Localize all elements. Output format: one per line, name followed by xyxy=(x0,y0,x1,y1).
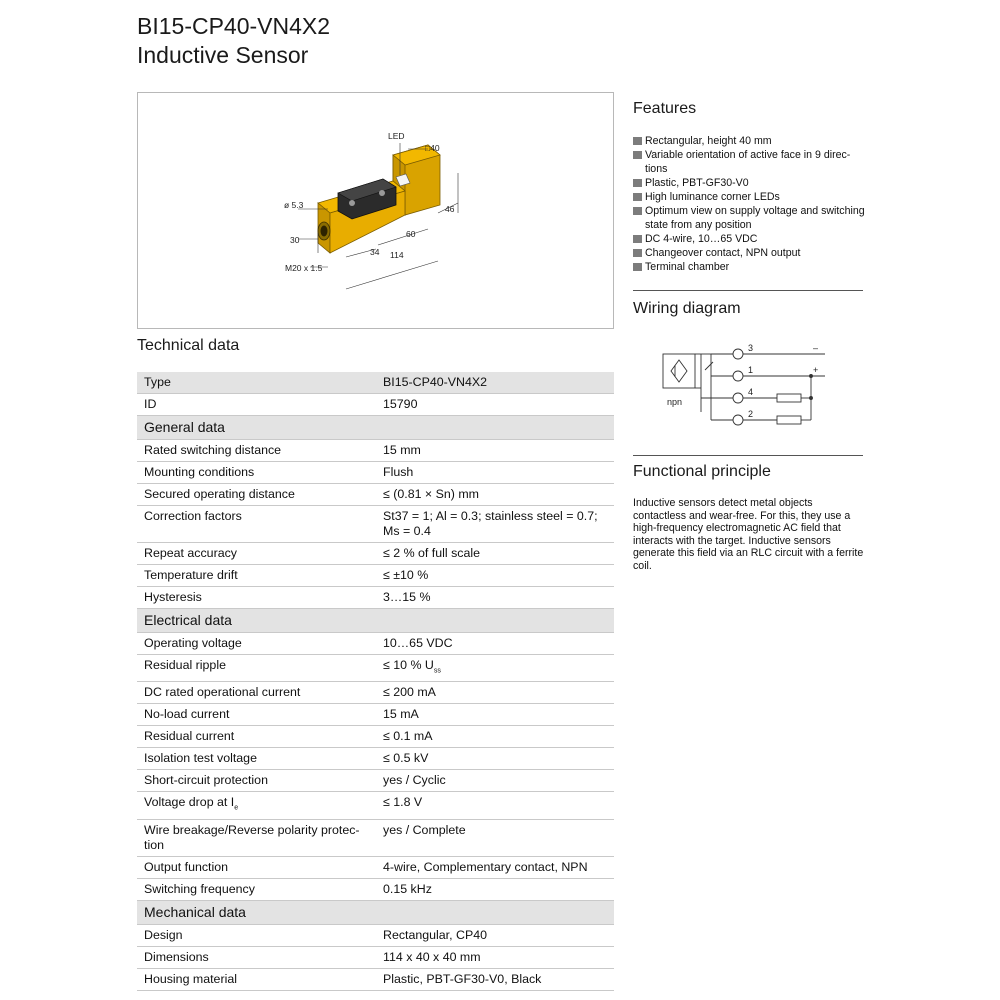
feature-item: Optimum view on supply voltage and switching state from any position xyxy=(633,204,865,232)
functional-principle-heading: Functional principle xyxy=(633,463,771,480)
label-dim-60: 60 xyxy=(406,229,416,239)
spec-label: Output function xyxy=(137,856,376,878)
spec-label: Isolation test voltage xyxy=(137,748,376,770)
spec-row xyxy=(137,856,614,878)
feature-item: DC 4-wire, 10…65 VDC xyxy=(633,232,865,246)
spec-label: Voltage drop at $I_e$ xyxy=(137,792,376,819)
label-dim-46: 46 xyxy=(445,204,455,214)
section-header-label: Mechanical data xyxy=(137,900,614,924)
label-led: LED xyxy=(388,131,405,141)
label-terminal-1: 1 xyxy=(748,365,754,375)
spec-value: yes / Complete xyxy=(376,819,614,856)
spec-row xyxy=(137,792,614,819)
label-dim-40: □40 xyxy=(425,143,440,153)
spec-value: ≤ 0.5 kV xyxy=(376,748,614,770)
spec-label: Hysteresis xyxy=(137,587,376,609)
model-name: BI15-CP40-VN4X2 xyxy=(137,13,331,39)
section-header-row xyxy=(137,416,614,440)
spec-row xyxy=(137,968,614,990)
spec-label: Housing material xyxy=(137,968,376,990)
spec-value: ≤ (0.81 × Sn) mm xyxy=(376,484,614,506)
spec-value: ≤ 1.8 V xyxy=(376,792,614,819)
spec-value: 15790 xyxy=(376,394,614,416)
spec-label: Repeat accuracy xyxy=(137,543,376,565)
spec-label: Rated switching distance xyxy=(137,440,376,462)
product-subtitle: Inductive Sensor xyxy=(137,42,309,68)
label-dim-34: 34 xyxy=(370,247,380,257)
feature-item: High luminance corner LEDs xyxy=(633,190,865,204)
inductive-symbol xyxy=(671,360,687,382)
label-thread: M20 x 1.5 xyxy=(285,263,323,273)
spec-value: Plastic, PBT-GF30-V0, Black xyxy=(376,968,614,990)
sensor-illustration xyxy=(318,145,440,253)
spec-value: 15 mA xyxy=(376,704,614,726)
spec-row xyxy=(137,587,614,609)
spec-row xyxy=(137,394,614,416)
features-list xyxy=(633,134,865,274)
terminal-3 xyxy=(733,349,743,359)
spec-row xyxy=(137,440,614,462)
label-terminal-3: 3 xyxy=(748,343,754,353)
spec-value: 4-wire, Complementary contact, NPN xyxy=(376,856,614,878)
technical-data-heading: Technical data xyxy=(137,337,240,354)
spec-row xyxy=(137,565,614,587)
spec-label: Operating voltage xyxy=(137,633,376,655)
spec-value: ≤ 10 % $U_{ss}$ xyxy=(376,655,614,682)
section-header-label: General data xyxy=(137,416,614,440)
spec-value: Flush xyxy=(376,462,614,484)
spec-value: ≤ 200 mA xyxy=(376,682,614,704)
feature-item: Rectangular, height 40 mm xyxy=(633,134,865,148)
spec-value: yes / Cyclic xyxy=(376,770,614,792)
feature-item: Terminal chamber xyxy=(633,260,865,274)
technical-data-table xyxy=(137,372,614,991)
spec-label: No-load current xyxy=(137,704,376,726)
spec-value: 3…15 % xyxy=(376,587,614,609)
sensor-symbol xyxy=(663,354,695,388)
spec-value: 0.15 kHz xyxy=(376,878,614,900)
spec-label: ID xyxy=(137,394,376,416)
spec-label: Residual ripple xyxy=(137,655,376,682)
spec-label: Residual current xyxy=(137,726,376,748)
label-dim-30: 30 xyxy=(290,235,300,245)
spec-row xyxy=(137,878,614,900)
spec-row xyxy=(137,726,614,748)
label-terminal-2: 2 xyxy=(748,409,754,419)
load-resistor-4 xyxy=(777,394,801,402)
spec-row xyxy=(137,484,614,506)
label-dim-114: 114 xyxy=(390,250,404,260)
spec-row xyxy=(137,819,614,856)
spec-label: Short-circuit protection xyxy=(137,770,376,792)
spec-row xyxy=(137,633,614,655)
spec-label: Design xyxy=(137,924,376,946)
dimension-drawing xyxy=(137,92,614,329)
divider xyxy=(633,290,863,291)
spec-row xyxy=(137,462,614,484)
spec-label: Temperature drift xyxy=(137,565,376,587)
wiring-heading: Wiring diagram xyxy=(633,300,741,317)
spec-value: 114 x 40 x 40 mm xyxy=(376,946,614,968)
terminal-2 xyxy=(733,415,743,425)
spec-value: ≤ ±10 % xyxy=(376,565,614,587)
label-plus: + xyxy=(813,365,819,375)
spec-label: Wire breakage/Reverse polarity protec-tion xyxy=(137,819,376,856)
spec-value: ≤ 0.1 mA xyxy=(376,726,614,748)
spec-row xyxy=(137,506,614,543)
functional-principle-text: Inductive sensors detect metal objects contactless and wear-free. For this, they use a high-frequency electromagnetic AC field that interacts with the target. Inductive sensors generate this field via an RLC circuit with a ferrite coil. xyxy=(633,497,864,572)
load-resistor-2 xyxy=(777,416,801,424)
label-minus: – xyxy=(813,343,819,353)
spec-value: ≤ 2 % of full scale xyxy=(376,543,614,565)
spec-label: Mounting conditions xyxy=(137,462,376,484)
spec-value: 10…65 VDC xyxy=(376,633,614,655)
page-title xyxy=(137,12,330,70)
feature-item: Plastic, PBT-GF30-V0 xyxy=(633,176,865,190)
label-npn: npn xyxy=(667,397,683,407)
label-terminal-4: 4 xyxy=(748,387,754,397)
terminal-1 xyxy=(733,371,743,381)
spec-value: 15 mm xyxy=(376,440,614,462)
divider xyxy=(633,455,863,456)
spec-label: DC rated operational current xyxy=(137,682,376,704)
spec-row xyxy=(137,655,614,682)
spec-row xyxy=(137,543,614,565)
switch-contact xyxy=(705,362,713,370)
spec-row xyxy=(137,924,614,946)
spec-row xyxy=(137,372,614,394)
feature-item: Variable orientation of active face in 9 direc-tions xyxy=(633,148,865,176)
section-header-row xyxy=(137,609,614,633)
spec-label: Correction factors xyxy=(137,506,376,543)
spec-row xyxy=(137,704,614,726)
label-dim-5-3: ø 5.3 xyxy=(284,200,304,210)
spec-label: Secured operating distance xyxy=(137,484,376,506)
wiring-diagram xyxy=(655,340,835,445)
spec-label: Switching frequency xyxy=(137,878,376,900)
feature-item: Changeover contact, NPN output xyxy=(633,246,865,260)
spec-value: BI15-CP40-VN4X2 xyxy=(376,372,614,394)
spec-row xyxy=(137,682,614,704)
spec-label: Dimensions xyxy=(137,946,376,968)
spec-value: St37 = 1; Al = 0.3; stainless steel = 0.7; Ms = 0.4 xyxy=(376,506,614,543)
spec-value: Rectangular, CP40 xyxy=(376,924,614,946)
spec-row xyxy=(137,946,614,968)
section-header-row xyxy=(137,900,614,924)
spec-row xyxy=(137,770,614,792)
spec-label: Type xyxy=(137,372,376,394)
terminal-4 xyxy=(733,393,743,403)
section-header-label: Electrical data xyxy=(137,609,614,633)
spec-row xyxy=(137,748,614,770)
features-heading: Features xyxy=(633,100,697,117)
